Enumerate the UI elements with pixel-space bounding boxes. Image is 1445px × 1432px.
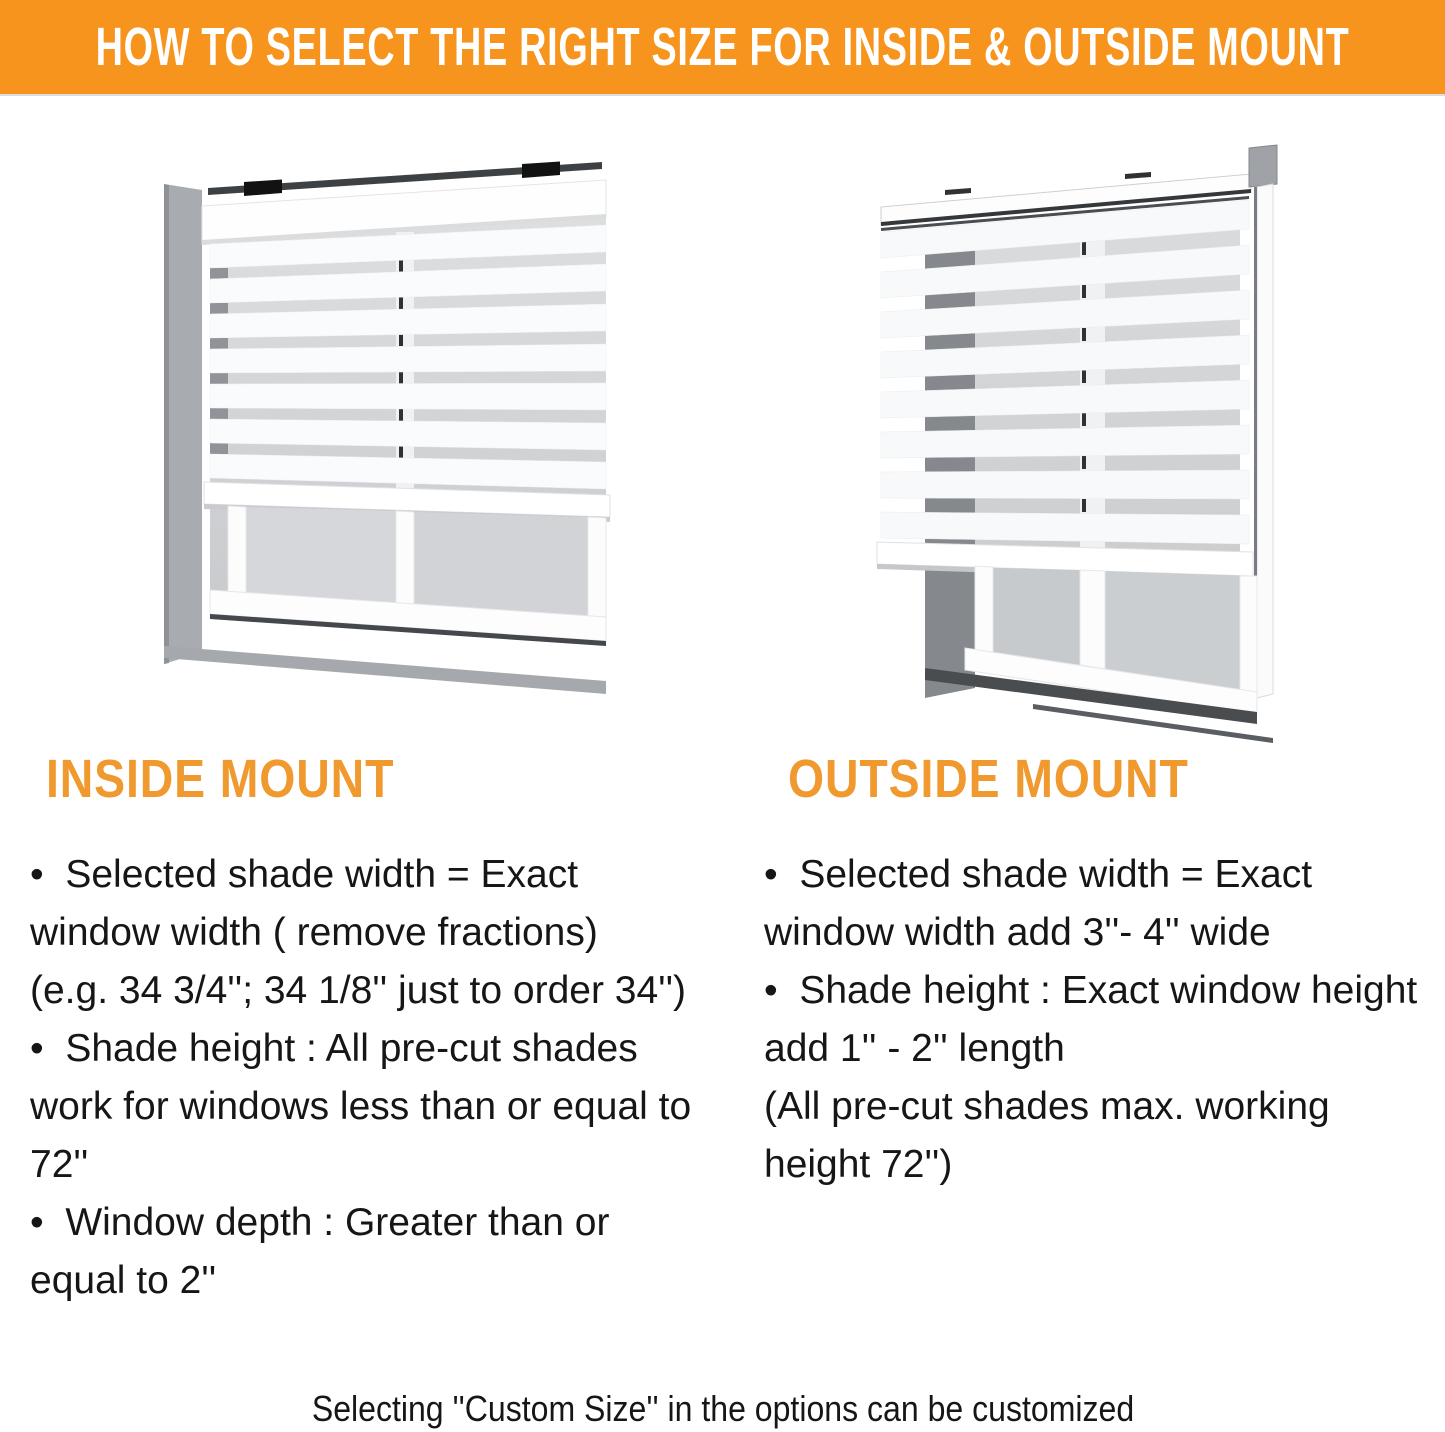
text-line: equal to 2'' bbox=[30, 1259, 217, 1302]
outside-mount-illustration bbox=[853, 132, 1353, 780]
text-line: height 72'') bbox=[764, 1143, 953, 1186]
custom-size-note-text: Selecting ''Custom Size'' in the options can be customized bbox=[311, 1388, 1134, 1429]
inside-mount-instructions bbox=[30, 846, 735, 1310]
text-line: (All pre-cut shades max. working bbox=[764, 1085, 1330, 1128]
text-line: • Selected shade width = Exact bbox=[764, 853, 1313, 896]
screw-mark-icon bbox=[1125, 172, 1151, 179]
window-frame-left-jamb bbox=[164, 184, 202, 664]
outside-mount-heading: OUTSIDE MOUNT bbox=[788, 749, 1189, 809]
mount-bracket-icon bbox=[244, 180, 282, 197]
mount-bracket-icon bbox=[522, 162, 560, 179]
text-line: add 1'' - 2'' length bbox=[764, 1027, 1065, 1070]
text-line: • Selected shade width = Exact bbox=[30, 853, 579, 896]
wall-bracket-cap bbox=[1249, 145, 1277, 187]
inside-mount-illustration bbox=[150, 140, 620, 740]
title-banner bbox=[0, 0, 1445, 96]
inside-mount-heading: INSIDE MOUNT bbox=[46, 749, 395, 809]
outside-mount-window-svg bbox=[853, 132, 1353, 780]
screw-mark-icon bbox=[945, 188, 971, 195]
lower-window bbox=[210, 506, 606, 646]
inside-mount-window-svg bbox=[150, 140, 620, 740]
text-line: window width ( remove fractions) bbox=[30, 911, 598, 954]
text-line: • Window depth : Greater than or bbox=[30, 1201, 610, 1244]
lower-window bbox=[965, 566, 1257, 714]
window-sill bbox=[164, 646, 606, 694]
text-line: work for windows less than or equal to bbox=[30, 1085, 692, 1128]
text-line: window width add 3''- 4'' wide bbox=[764, 911, 1271, 954]
text-line: • Shade height : Exact window height bbox=[764, 969, 1418, 1012]
custom-size-note bbox=[0, 1388, 1445, 1430]
page-title: HOW TO SELECT THE RIGHT SIZE FOR INSIDE & OUTSIDE MOUNT bbox=[95, 17, 1350, 77]
text-line: 72'' bbox=[30, 1143, 89, 1186]
text-line: • Shade height : All pre-cut shades bbox=[30, 1027, 638, 1070]
text-line: (e.g. 34 3/4''; 34 1/8'' just to order 34'') bbox=[30, 969, 687, 1012]
outside-mount-instructions bbox=[764, 846, 1444, 1194]
